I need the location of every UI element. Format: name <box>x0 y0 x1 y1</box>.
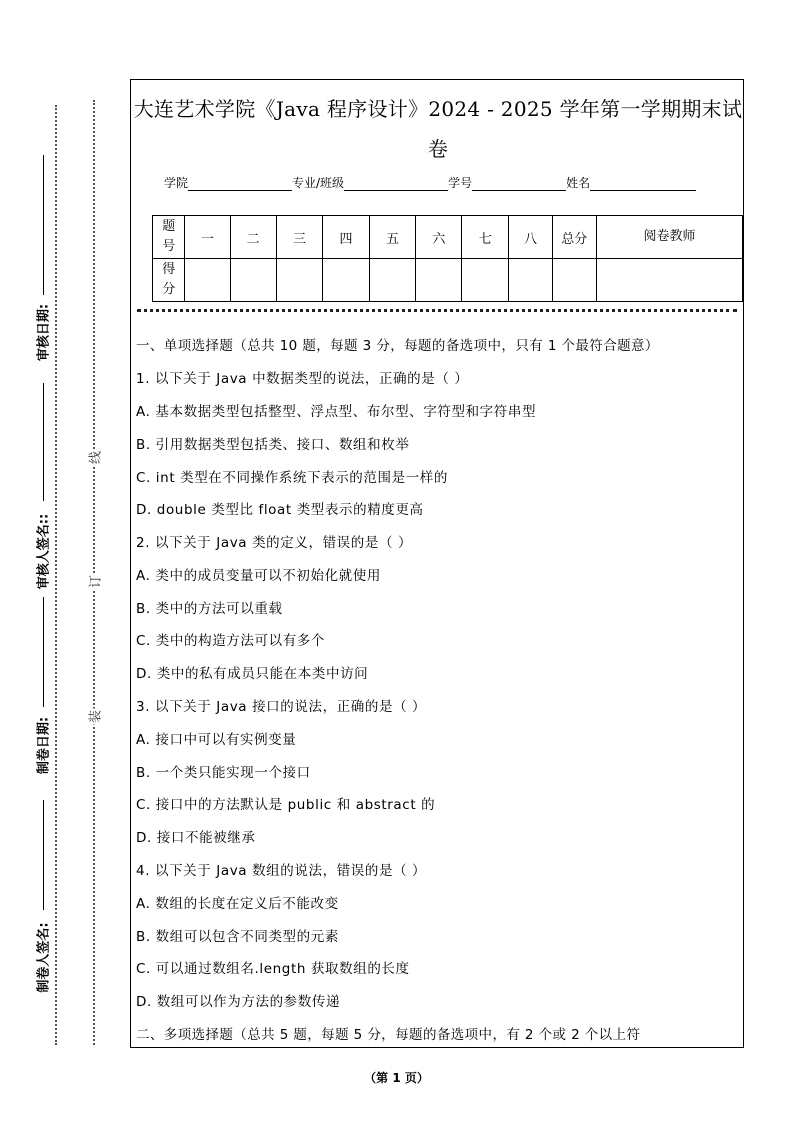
question-3-option-c: C. 接口中的方法默认是 public 和 abstract 的 <box>136 797 436 813</box>
student-info-row <box>164 174 696 191</box>
question-4-option-c: C. 可以通过数组名.length 获取数组的长度 <box>136 961 410 977</box>
question-4-option-d: D. 数组可以作为方法的参数传递 <box>136 994 341 1010</box>
question-4-option-a: A. 数组的长度在定义后不能改变 <box>136 896 339 912</box>
college-label: 学院 <box>164 176 189 190</box>
binding-dotted-line-left <box>55 105 57 1045</box>
question-2-option-b: B. 类中的方法可以重载 <box>136 601 283 617</box>
section-1-heading: 一、单项选择题（总共 10 题，每题 3 分，每题的备选项中，只有 1 个最符合题意） <box>136 338 659 354</box>
question-4-stem: 4. 以下关于 Java 数组的说法，错误的是（ ） <box>136 863 427 879</box>
question-2-option-a: A. 类中的成员变量可以不初始化就使用 <box>136 568 381 584</box>
exam-title-line1: 大连艺术学院《Java 程序设计》2024 - 2025 学年第一学期期末试 <box>133 97 743 121</box>
maker-sign-line <box>43 800 44 910</box>
exam-frame <box>130 79 744 1048</box>
score-table <box>152 215 743 302</box>
question-2-option-d: D. 类中的私有成员只能在本类中访问 <box>136 666 369 682</box>
question-2-stem: 2. 以下关于 Java 类的定义，错误的是（ ） <box>136 535 413 551</box>
maker-date-line <box>43 597 44 707</box>
reviewer-sign-line <box>43 383 44 501</box>
question-3-option-a: A. 接口中可以有实例变量 <box>136 732 297 748</box>
score-col-5: 五 <box>369 216 416 259</box>
college-blank <box>188 176 292 191</box>
question-3-option-d: D. 接口不能被继承 <box>136 830 256 846</box>
score-col-2: 二 <box>230 216 276 259</box>
score-cell-4[interactable] <box>323 259 369 302</box>
question-1-option-d: D. double 类型比 float 类型表示的精度更高 <box>136 502 424 518</box>
maker-sign-label: 制卷人签名: <box>36 922 52 993</box>
score-cell-6[interactable] <box>416 259 462 302</box>
score-col-4: 四 <box>323 216 369 259</box>
question-1-stem: 1. 以下关于 Java 中数据类型的说法，正确的是（ ） <box>136 371 469 387</box>
score-col-8: 八 <box>509 216 552 259</box>
question-3-stem: 3. 以下关于 Java 接口的说法，正确的是（ ） <box>136 699 427 715</box>
score-row-head-score: 得分 <box>153 259 185 302</box>
score-col-7: 七 <box>462 216 509 259</box>
name-blank <box>590 176 696 191</box>
binding-dotted-line-right <box>93 100 95 1045</box>
major-class-blank <box>344 176 448 191</box>
score-col-reviewer: 阅卷教师 <box>596 216 742 259</box>
question-2-option-c: C. 类中的构造方法可以有多个 <box>136 633 326 649</box>
reviewer-date-label: 审核日期: <box>36 303 52 362</box>
question-1-option-a: A. 基本数据类型包括整型、浮点型、布尔型、字符型和字符串型 <box>136 404 537 420</box>
question-1-option-b: B. 引用数据类型包括类、接口、数组和枚举 <box>136 437 410 453</box>
student-id-label: 学号 <box>448 176 473 190</box>
score-cell-7[interactable] <box>462 259 509 302</box>
score-col-6: 六 <box>416 216 462 259</box>
score-col-1: 一 <box>185 216 230 259</box>
score-cell-2[interactable] <box>230 259 276 302</box>
score-col-3: 三 <box>276 216 323 259</box>
score-cell-total[interactable] <box>552 259 596 302</box>
name-label: 姓名 <box>566 176 591 190</box>
reviewer-sign-label: 审核人签名:: <box>36 513 52 590</box>
question-1-option-c: C. int 类型在不同操作系统下表示的范围是一样的 <box>136 470 448 486</box>
binding-char-zhuang: 装 <box>85 709 104 725</box>
binding-char-ding: 订 <box>85 574 104 590</box>
question-4-option-b: B. 数组可以包含不同类型的元素 <box>136 929 339 945</box>
maker-date-label: 制卷日期: <box>36 716 52 775</box>
page-number: （第 1 页） <box>364 1071 429 1085</box>
major-class-label: 专业/班级 <box>292 176 345 190</box>
score-cell-1[interactable] <box>185 259 230 302</box>
score-cell-reviewer[interactable] <box>596 259 742 302</box>
score-col-total: 总分 <box>552 216 596 259</box>
question-3-option-b: B. 一个类只能实现一个接口 <box>136 765 311 781</box>
exam-title-line2: 卷 <box>427 137 449 161</box>
header-separator <box>137 309 737 312</box>
score-cell-5[interactable] <box>369 259 416 302</box>
student-id-blank <box>472 176 566 191</box>
reviewer-date-line <box>43 155 44 295</box>
score-cell-8[interactable] <box>509 259 552 302</box>
section-2-heading: 二、多项选择题（总共 5 题，每题 5 分，每题的备选项中，有 2 个或 2 个以上符 <box>136 1027 641 1043</box>
score-cell-3[interactable] <box>276 259 323 302</box>
binding-char-xian: 线 <box>85 450 104 466</box>
score-row-head-number: 题号 <box>153 216 185 259</box>
